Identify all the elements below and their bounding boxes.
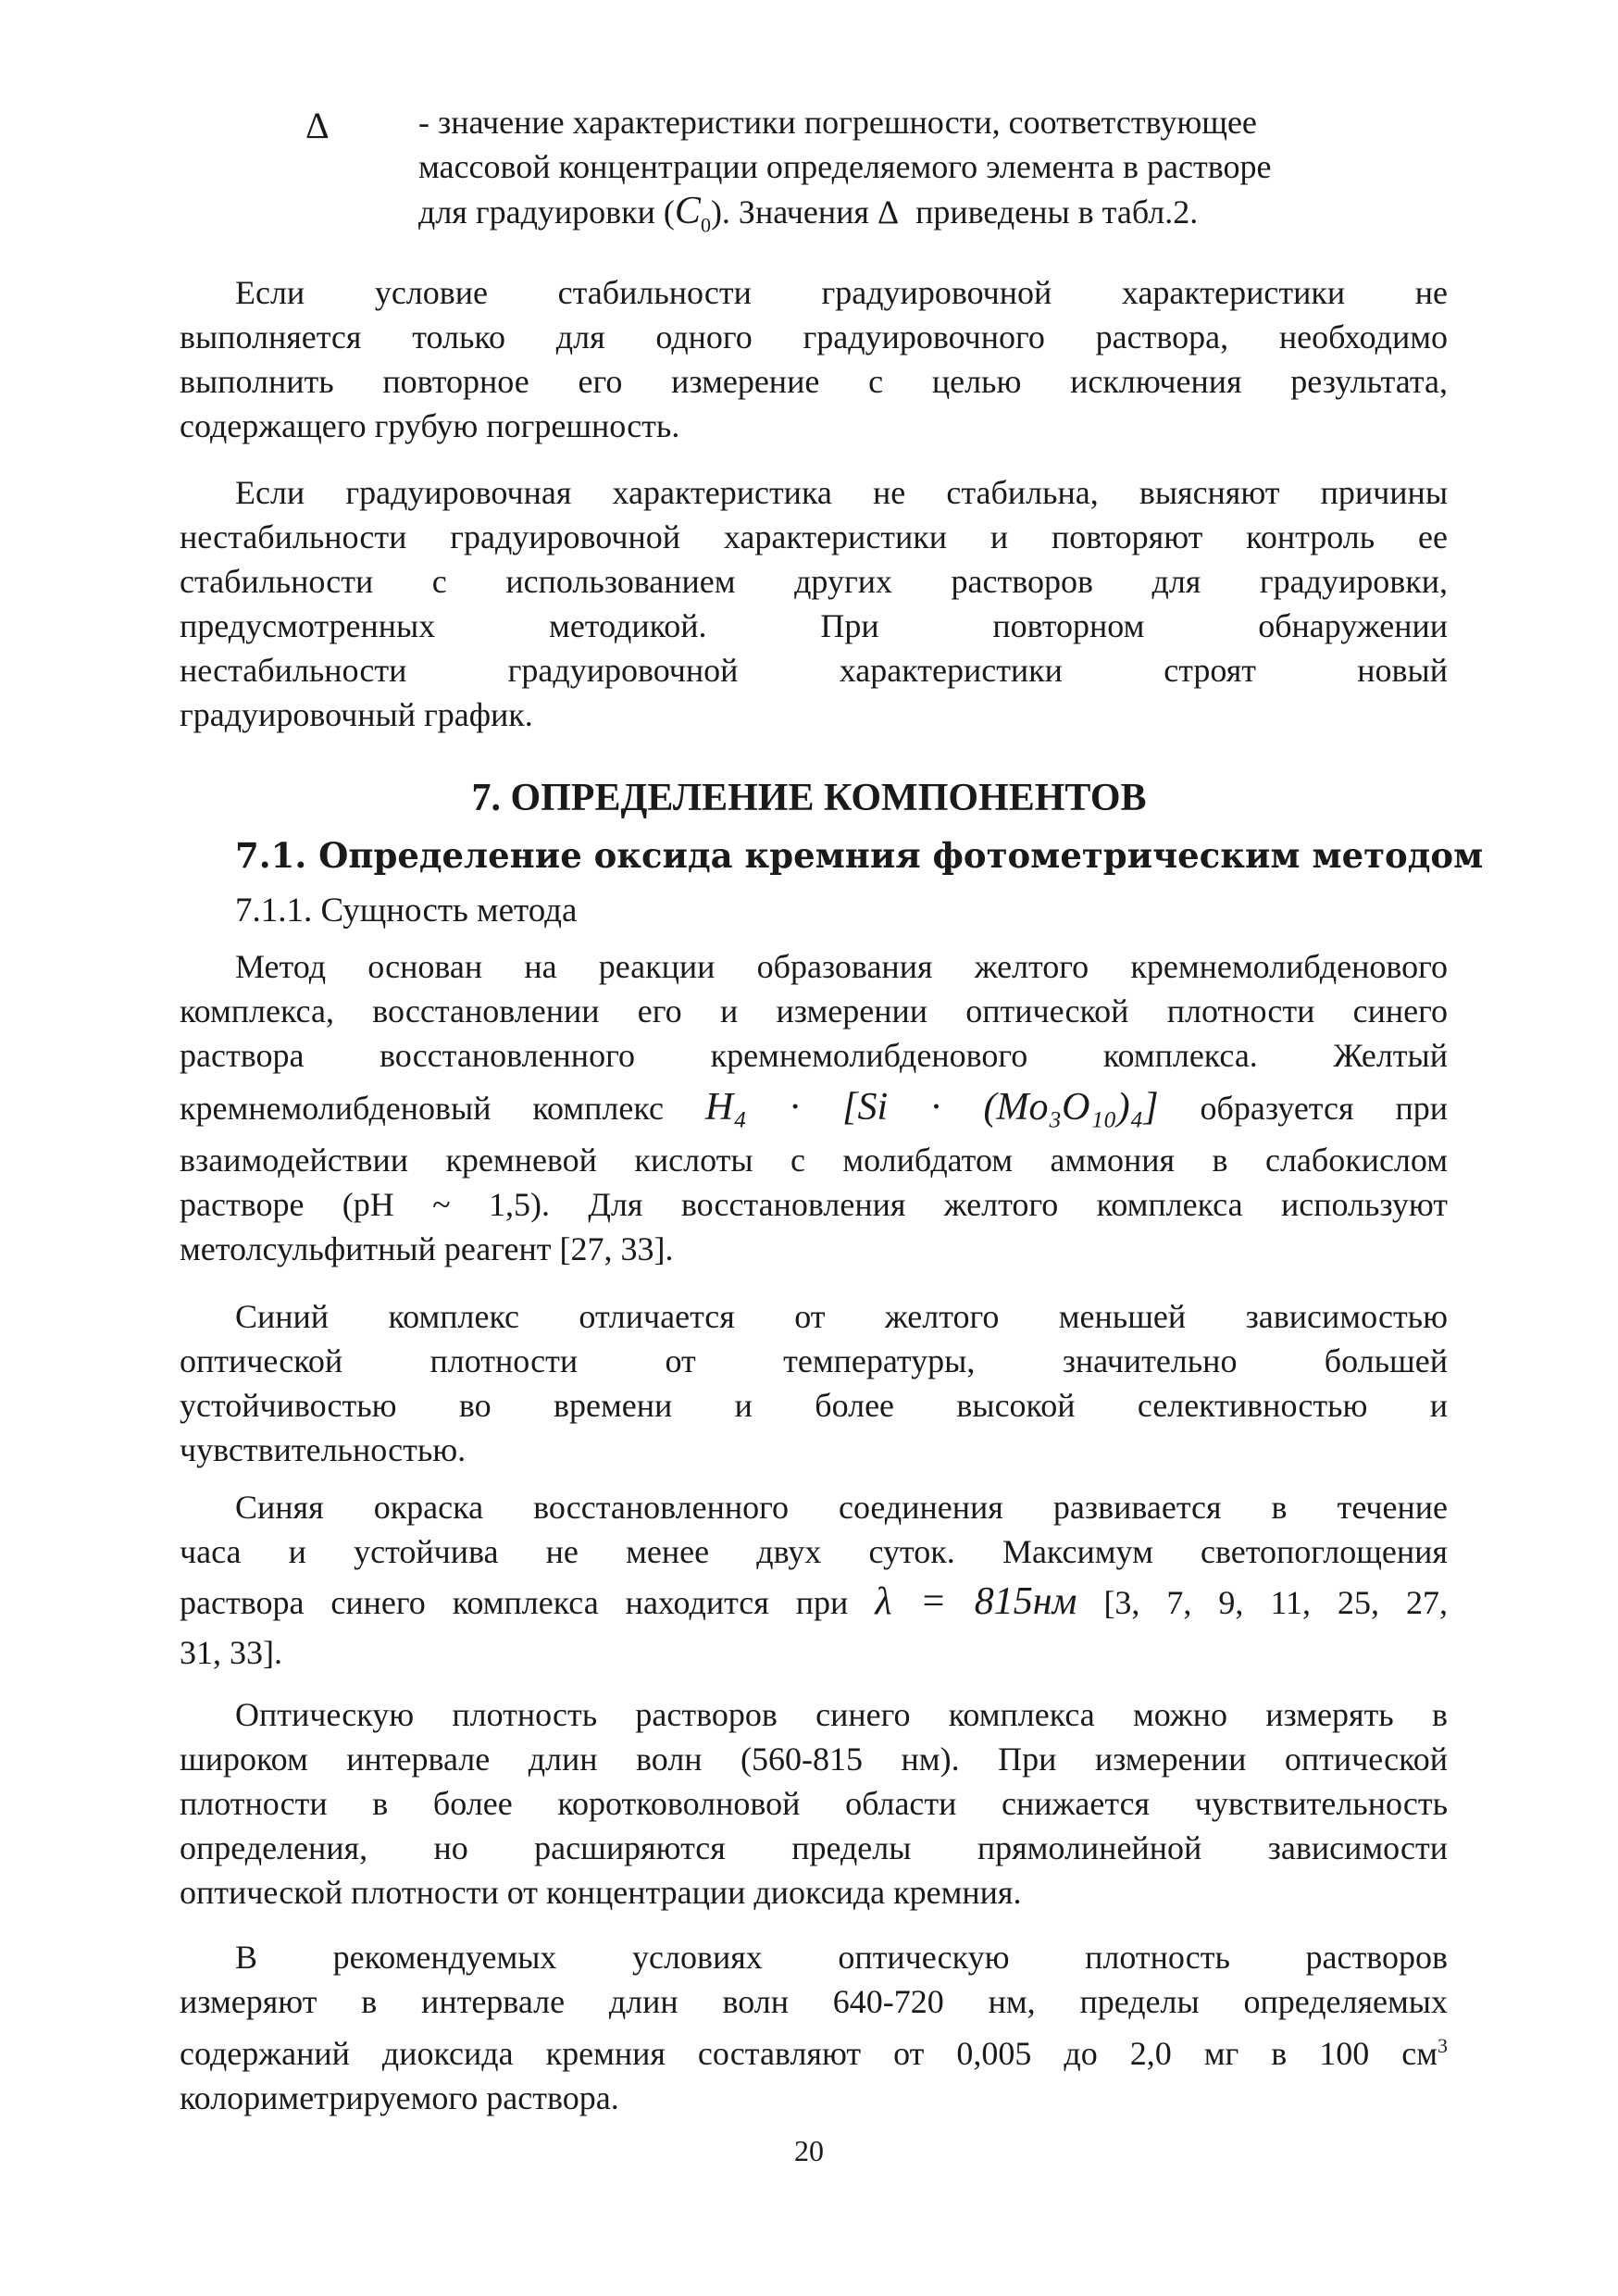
- lambda-value: λ = 815нм: [875, 1580, 1077, 1623]
- p5-lambda-before: раствора синего комплекса находится при: [180, 1584, 849, 1621]
- subsection-title: 7.1. Определение оксида кремния фотометрическим методом: [235, 835, 1484, 876]
- paragraph-recommended-conditions: [180, 1935, 1448, 2120]
- p7-line: В рекомендуемых условиях оптическую плотность растворов: [235, 1939, 1448, 1976]
- cubic-superscript: 3: [1438, 2034, 1448, 2057]
- p2-line: нестабильности градуировочной характеристики и повторяют контроль ее: [180, 518, 1448, 555]
- paragraph-4-text: [180, 1294, 1448, 1472]
- p6-line: оптической плотности от концентрации диоксида кремния.: [180, 1874, 1022, 1911]
- paragraph-2-text: [180, 470, 1448, 737]
- p2-line: нестабильности градуировочной характеристики строят новый: [180, 652, 1448, 689]
- p1-line: содержащего грубую погрешность.: [180, 407, 680, 444]
- section-title: 7. ОПРЕДЕЛЕНИЕ КОМПОНЕНТОВ: [471, 777, 1147, 819]
- silicomolybdic-formula: H₄ · [Si · (Mo₃O₁₀)₄]: [704, 1086, 1159, 1129]
- p5-lambda-after: [3, 7, 9, 11, 25, 27,: [1103, 1584, 1448, 1621]
- paragraph-color-development: [180, 1485, 1448, 1675]
- p6-line: плотности в более коротковолновой области снижается чувствительность: [180, 1785, 1448, 1822]
- p3-formula-after: образуется при: [1200, 1090, 1448, 1127]
- delta-symbol: Δ: [305, 105, 330, 146]
- p4-line: оптической плотности от температуры, значительно большей: [180, 1342, 1448, 1379]
- paragraph-wavelength-range: [180, 1692, 1448, 1915]
- p4-line: устойчивостью во времени и более высокой селективностью и: [180, 1387, 1448, 1424]
- p1-line: выполняется только для одного градуировочного раствора, необходимо: [180, 318, 1448, 356]
- p6-line: определения, но расширяются пределы прямолинейной зависимости: [180, 1829, 1448, 1866]
- p2-line: предусмотренных методикой. При повторном обнаружении: [180, 607, 1448, 644]
- p3-line: раствора восстановленного кремнемолибденового комплекса. Желтый: [180, 1037, 1448, 1074]
- delta-inline-symbol: Δ: [877, 193, 900, 231]
- paragraph-5-text: [180, 1485, 1448, 1675]
- p1-line: выполнить повторное его измерение с целью исключения результата,: [180, 363, 1448, 400]
- definition-line-3-part-b: ). Значения: [710, 193, 869, 231]
- p7-line-3-text: содержаний диоксида кремния составляют от 0,005 до 2,0 мг в 100 см: [180, 2035, 1438, 2072]
- p3-line: Метод основан на реакции образования желтого кремнемолибденового: [235, 948, 1448, 985]
- paragraph-stability-2: [180, 470, 1448, 737]
- paragraph-blue-complex: [180, 1294, 1448, 1472]
- page-number: 20: [794, 2134, 824, 2167]
- p2-line: градуировочный график.: [180, 696, 533, 733]
- definition-line-3: [418, 189, 1453, 247]
- p7-line: измеряют в интервале длин волн 640-720 нм, пределы определяемых: [180, 1983, 1448, 2020]
- paragraph-method: [180, 944, 1448, 1271]
- paragraph-6-text: [180, 1692, 1448, 1915]
- paragraph-7-text: [180, 1935, 1448, 2120]
- paragraph-3-text: [180, 944, 1448, 1271]
- definition-line-3-part-c: приведены в табл.2.: [915, 193, 1199, 231]
- p2-line: стабильности с использованием других растворов для градуировки,: [180, 563, 1448, 600]
- definition-line-1: - значение характеристики погрешности, соответствующее: [418, 104, 1257, 141]
- p3-formula-before: кремнемолибденовый комплекс: [180, 1090, 664, 1127]
- p3-line: комплекса, восстановлении его и измерении оптической плотности синего: [180, 992, 1448, 1029]
- definition-text: [418, 100, 1453, 247]
- p3-line: взаимодействии кремневой кислоты с молибдатом аммония в слабокислом: [180, 1142, 1448, 1179]
- p5-line: Синяя окраска восстановленного соединения развивается в течение: [235, 1489, 1448, 1526]
- paragraph-stability-1: [180, 270, 1448, 448]
- p7-line-with-sup: [180, 2024, 1448, 2076]
- p4-line: чувствительностью.: [180, 1431, 467, 1468]
- c-letter: C: [674, 190, 701, 232]
- p7-line: колориметрируемого раствора.: [180, 2079, 619, 2116]
- c0-variable: [674, 190, 711, 237]
- c-subscript: 0: [700, 213, 711, 237]
- definition-line-2: массовой концентрации определяемого элемента в растворе: [418, 148, 1272, 185]
- p3-line: растворе (pH ~ 1,5). Для восстановления желтого комплекса используют: [180, 1186, 1448, 1223]
- p1-line: Если условие стабильности градуировочной характеристики не: [235, 274, 1448, 311]
- p5-line: часа и устойчива не менее двух суток. Максимум светопоглощения: [180, 1533, 1448, 1570]
- p3-formula-line: [180, 1078, 1448, 1138]
- p5-lambda-line: [180, 1574, 1448, 1630]
- p3-line: метолсульфитный реагент [27, 33].: [180, 1230, 674, 1267]
- definition-line-3-part-a: для градуировки (: [418, 193, 675, 231]
- p6-line: широком интервале длин волн (560-815 нм). При измерении оптической: [180, 1741, 1448, 1778]
- p2-line: Если градуировочная характеристика не стабильна, выясняют причины: [235, 474, 1448, 511]
- p5-line: 31, 33].: [180, 1634, 282, 1671]
- p6-line: Оптическую плотность растворов синего комплекса можно измерять в: [235, 1696, 1448, 1733]
- p4-line: Синий комплекс отличается от желтого меньшей зависимостью: [235, 1298, 1448, 1335]
- paragraph-1-text: [180, 270, 1448, 448]
- subsubsection-title: 7.1.1. Сущность метода: [235, 892, 578, 930]
- definition-block: [305, 100, 1453, 247]
